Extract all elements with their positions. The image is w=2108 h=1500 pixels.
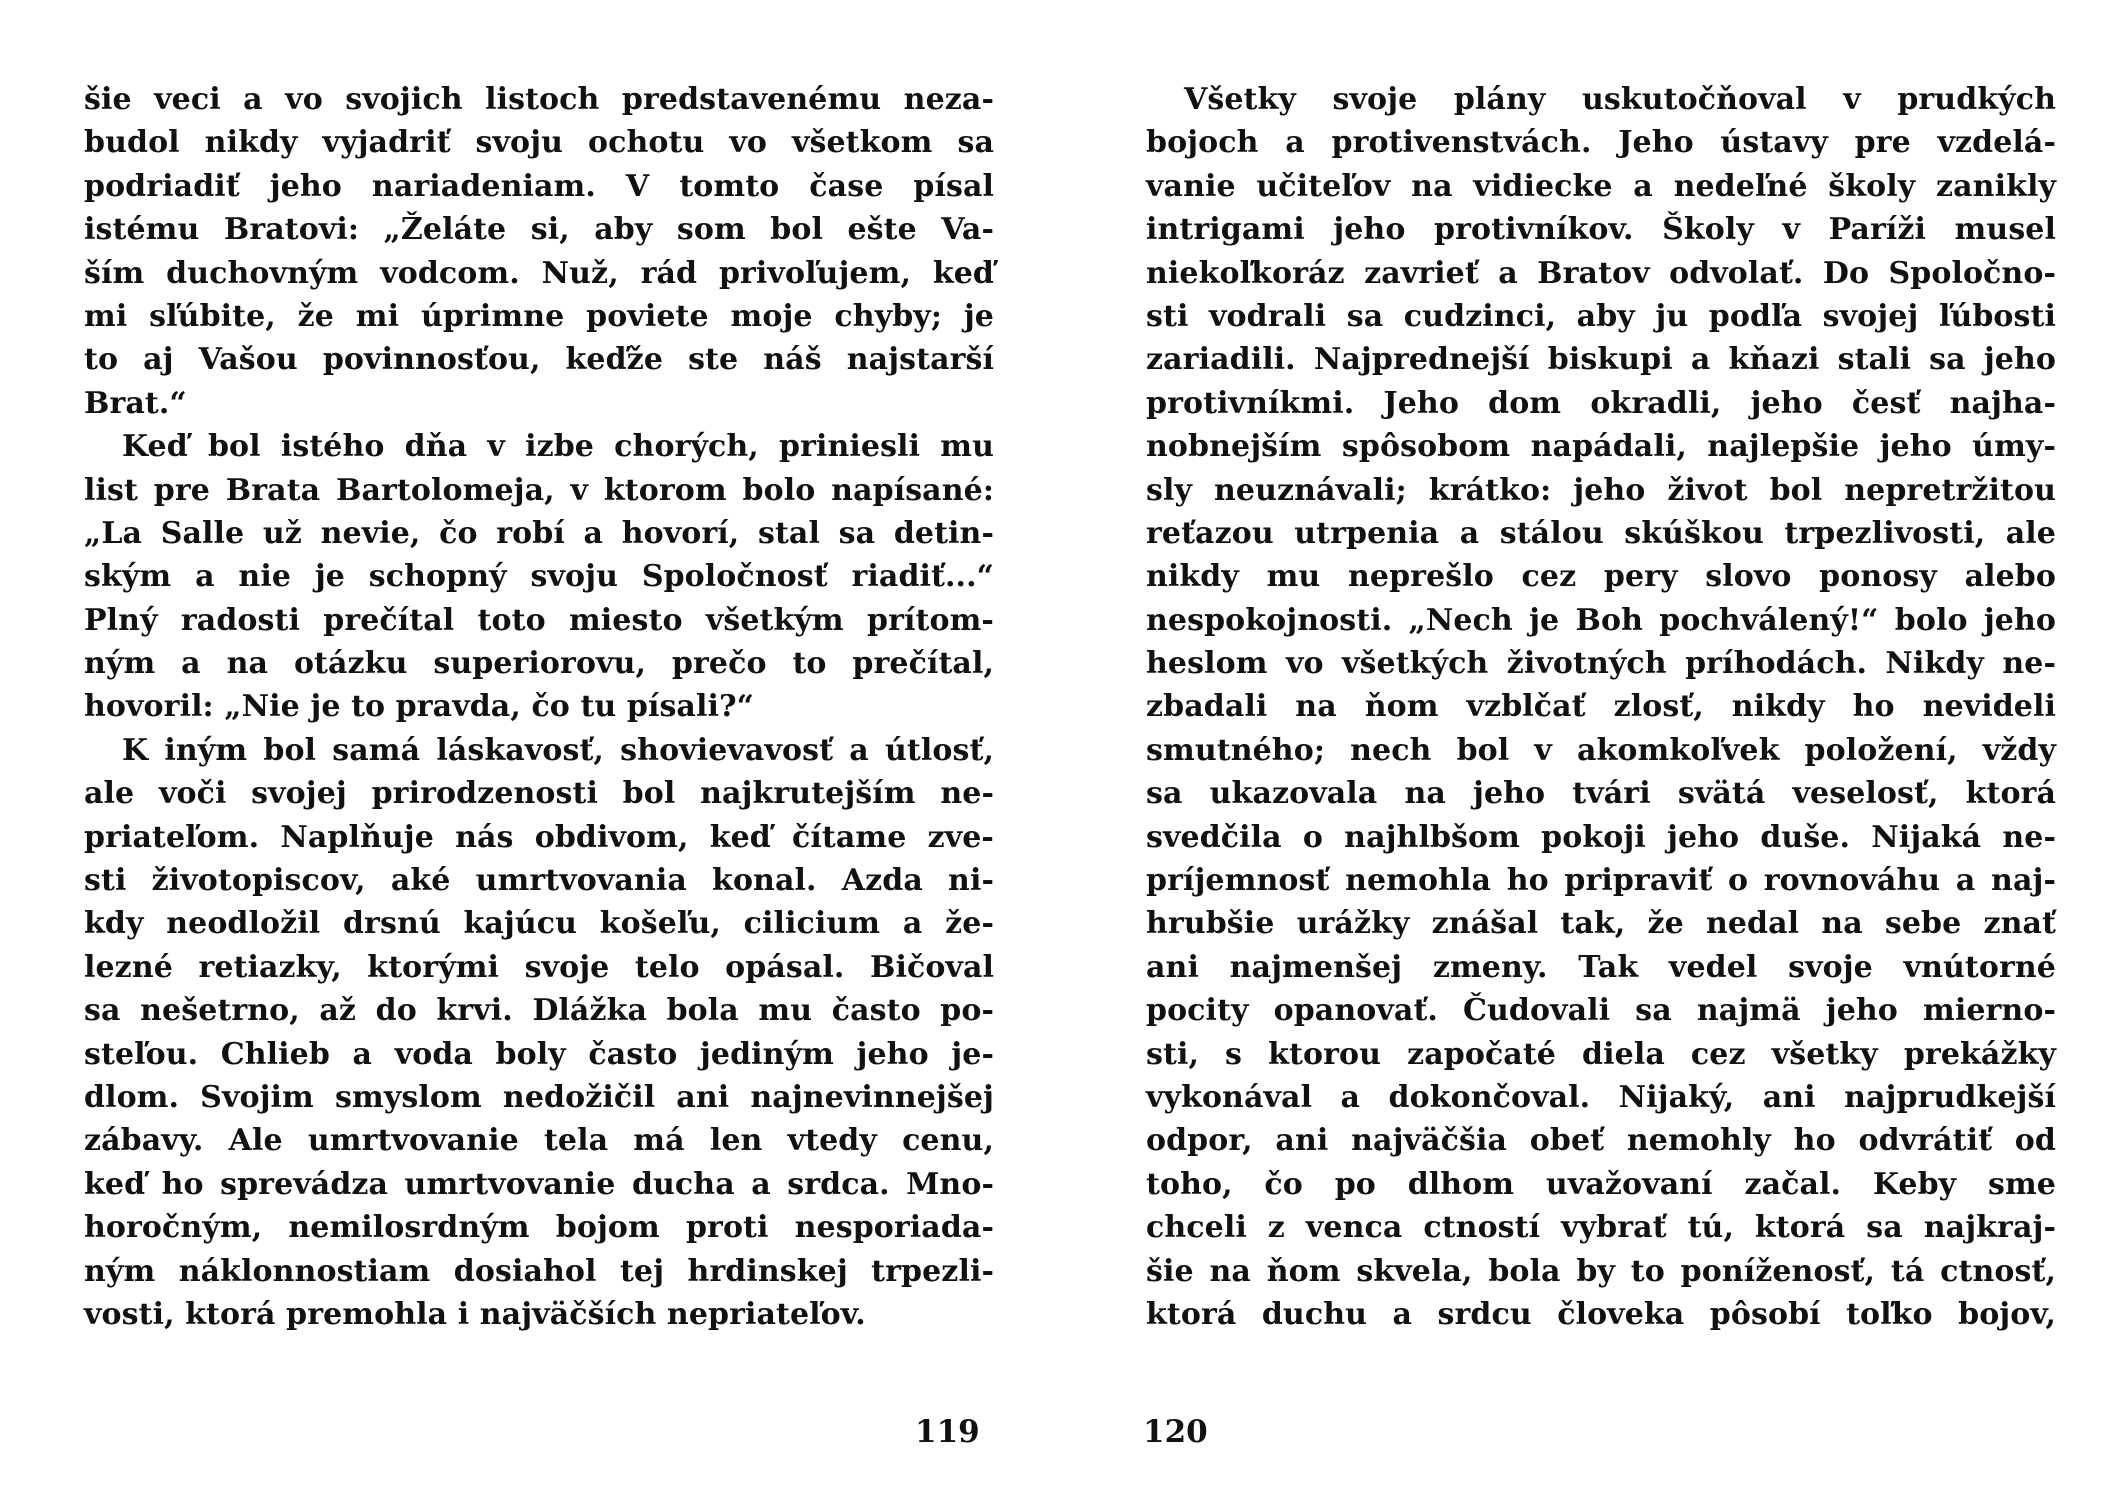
text-line: heslom vo všetkých životných príhodách. Nikdy ne- (1146, 646, 2056, 682)
page-number-left: 119 (915, 1414, 980, 1450)
left-page-text (84, 78, 994, 1336)
text-line: svedčila o najhlbšom pokoji jeho duše. Nijaká ne- (1146, 819, 2056, 855)
text-line: to aj Vašou povinnosťou, keďže ste náš najstarší (84, 342, 994, 378)
text-line: ným náklonnostiam dosiahol tej hrdinskej trpezli- (84, 1253, 994, 1289)
text-line: protivníkmi. Jeho dom okradli, jeho česť najha- (1146, 385, 2056, 421)
text-line: zábavy. Ale umrtvovanie tela má len vtedy cenu, (84, 1123, 994, 1159)
text-line: hovoril: „Nie je to pravda, čo tu písali?“ (84, 689, 755, 725)
text-line: budol nikdy vyjadriť svoju ochotu vo všetkom sa (84, 125, 994, 161)
text-line: „La Salle už nevie, čo robí a hovorí, stal sa detin- (84, 515, 994, 551)
page-number-right: 120 (1143, 1414, 1208, 1450)
text-line: nobnejším spôsobom napádali, najlepšie jeho úmy- (1146, 429, 2056, 465)
text-line: ale voči svojej prirodzenosti bol najkrutejším ne- (84, 776, 994, 812)
text-line: mi sľúbite, že mi úprimne poviete moje chyby; je (84, 298, 994, 334)
text-line: intrigami jeho protivníkov. Školy v Paríži musel (1146, 212, 2056, 248)
text-line: K iným bol samá láskavosť, shovievavosť a útlosť, (122, 732, 994, 768)
text-line: sa nešetrno, až do krvi. Dlážka bola mu často po- (84, 993, 994, 1029)
text-line: bojoch a protivenstvách. Jeho ústavy pre vzdelá- (1146, 125, 2056, 161)
text-line: príjemnosť nemohla ho pripraviť o rovnováhu a naj- (1146, 863, 2056, 899)
text-line: sti vodrali sa cudzinci, aby ju podľa svojej ľúbosti (1146, 298, 2056, 334)
text-line: chceli z venca ctností vybrať tú, ktorá sa najkraj- (1146, 1210, 2056, 1246)
text-line: nespokojnosti. „Nech je Boh pochválený!“ bolo jeho (1146, 602, 2056, 638)
text-line: istému Bratovi: „Želáte si, aby som bol ešte Va- (84, 212, 994, 248)
left-page (84, 78, 994, 1336)
text-line: Plný radosti prečítal toto miesto všetkým prítom- (84, 602, 994, 638)
text-line: zbadali na ňom vzblčať zlosť, nikdy ho nevideli (1146, 689, 2056, 725)
text-line: ani najmenšej zmeny. Tak vedel svoje vnútorné (1146, 949, 2056, 985)
text-line: priateľom. Naplňuje nás obdivom, keď čítame zve- (84, 819, 994, 855)
text-line: vanie učiteľov na vidiecke a nedeľné školy zanikly (1146, 168, 2056, 204)
text-line: sti životopiscov, aké umrtvovania konal. Azda ni- (84, 863, 994, 899)
text-line: toho, čo po dlhom uvažovaní začal. Keby sme (1146, 1166, 2056, 1202)
text-line: pocity opanovať. Čudovali sa najmä jeho mierno- (1146, 993, 2056, 1029)
text-line: horočným, nemilosrdným bojom proti nesporiada- (84, 1210, 994, 1246)
text-line: lezné retiazky, ktorými svoje telo opásal. Bičoval (84, 949, 994, 985)
text-line: sly neuznávali; krátko: jeho život bol nepretržitou (1146, 472, 2056, 508)
text-line: vosti, ktorá premohla i najväčších nepriateľov. (84, 1296, 866, 1332)
text-line: ným a na otázku superiorovu, prečo to prečítal, (84, 646, 994, 682)
text-line: Keď bol istého dňa v izbe chorých, priniesli mu (122, 429, 994, 465)
text-line: vykonával a dokončoval. Nijaký, ani najprudkejší (1146, 1079, 2056, 1115)
text-line: odpor, ani najväčšia obeť nemohly ho odvrátiť od (1146, 1123, 2056, 1159)
text-line: nikdy mu neprešlo cez pery slovo ponosy alebo (1146, 559, 2056, 595)
text-line: kdy neodložil drsnú kajúcu košeľu, cilicium a že- (84, 906, 994, 942)
text-line: šie veci a vo svojich listoch predstavenému neza- (84, 82, 994, 117)
text-line: šie na ňom skvela, bola by to poníženosť, tá ctnosť, (1146, 1253, 2056, 1289)
text-line: Všetky svoje plány uskutočňoval v prudkých (1184, 82, 2056, 117)
text-line: ším duchovným vodcom. Nuž, rád privoľujem, keď (84, 255, 994, 291)
text-line: smutného; nech bol v akomkoľvek položení, vždy (1146, 732, 2056, 768)
text-line: hrubšie urážky znášal tak, že nedal na sebe znať (1146, 906, 2056, 942)
text-line: podriadiť jeho nariadeniam. V tomto čase písal (84, 168, 994, 204)
text-line: steľou. Chlieb a voda boly často jediným jeho je- (84, 1036, 994, 1072)
text-line: reťazou utrpenia a stálou skúškou trpezlivosti, ale (1146, 515, 2056, 551)
right-page (1146, 78, 2056, 1336)
text-line: ktorá duchu a srdcu človeka pôsobí toľko bojov, (1146, 1296, 2056, 1332)
text-line: sti, s ktorou započaté diela cez všetky prekážky (1146, 1036, 2056, 1072)
text-line: zariadili. Najprednejší biskupi a kňazi stali sa jeho (1146, 342, 2056, 378)
text-line: list pre Brata Bartolomeja, v ktorom bolo napísané: (84, 472, 994, 508)
right-page-text (1146, 78, 2056, 1336)
text-line: Brat.“ (84, 385, 187, 421)
text-line: sa ukazovala na jeho tvári svätá veselosť, ktorá (1146, 776, 2056, 812)
text-line: keď ho sprevádza umrtvovanie ducha a srdca. Mno- (84, 1166, 994, 1202)
text-line: niekoľkoráz zavrieť a Bratov odvolať. Do Spoločno- (1146, 255, 2056, 291)
text-line: ským a nie je schopný svoju Spoločnosť riadiť...“ (84, 559, 994, 595)
text-line: dlom. Svojim smyslom nedožičil ani najnevinnejšej (84, 1079, 994, 1115)
